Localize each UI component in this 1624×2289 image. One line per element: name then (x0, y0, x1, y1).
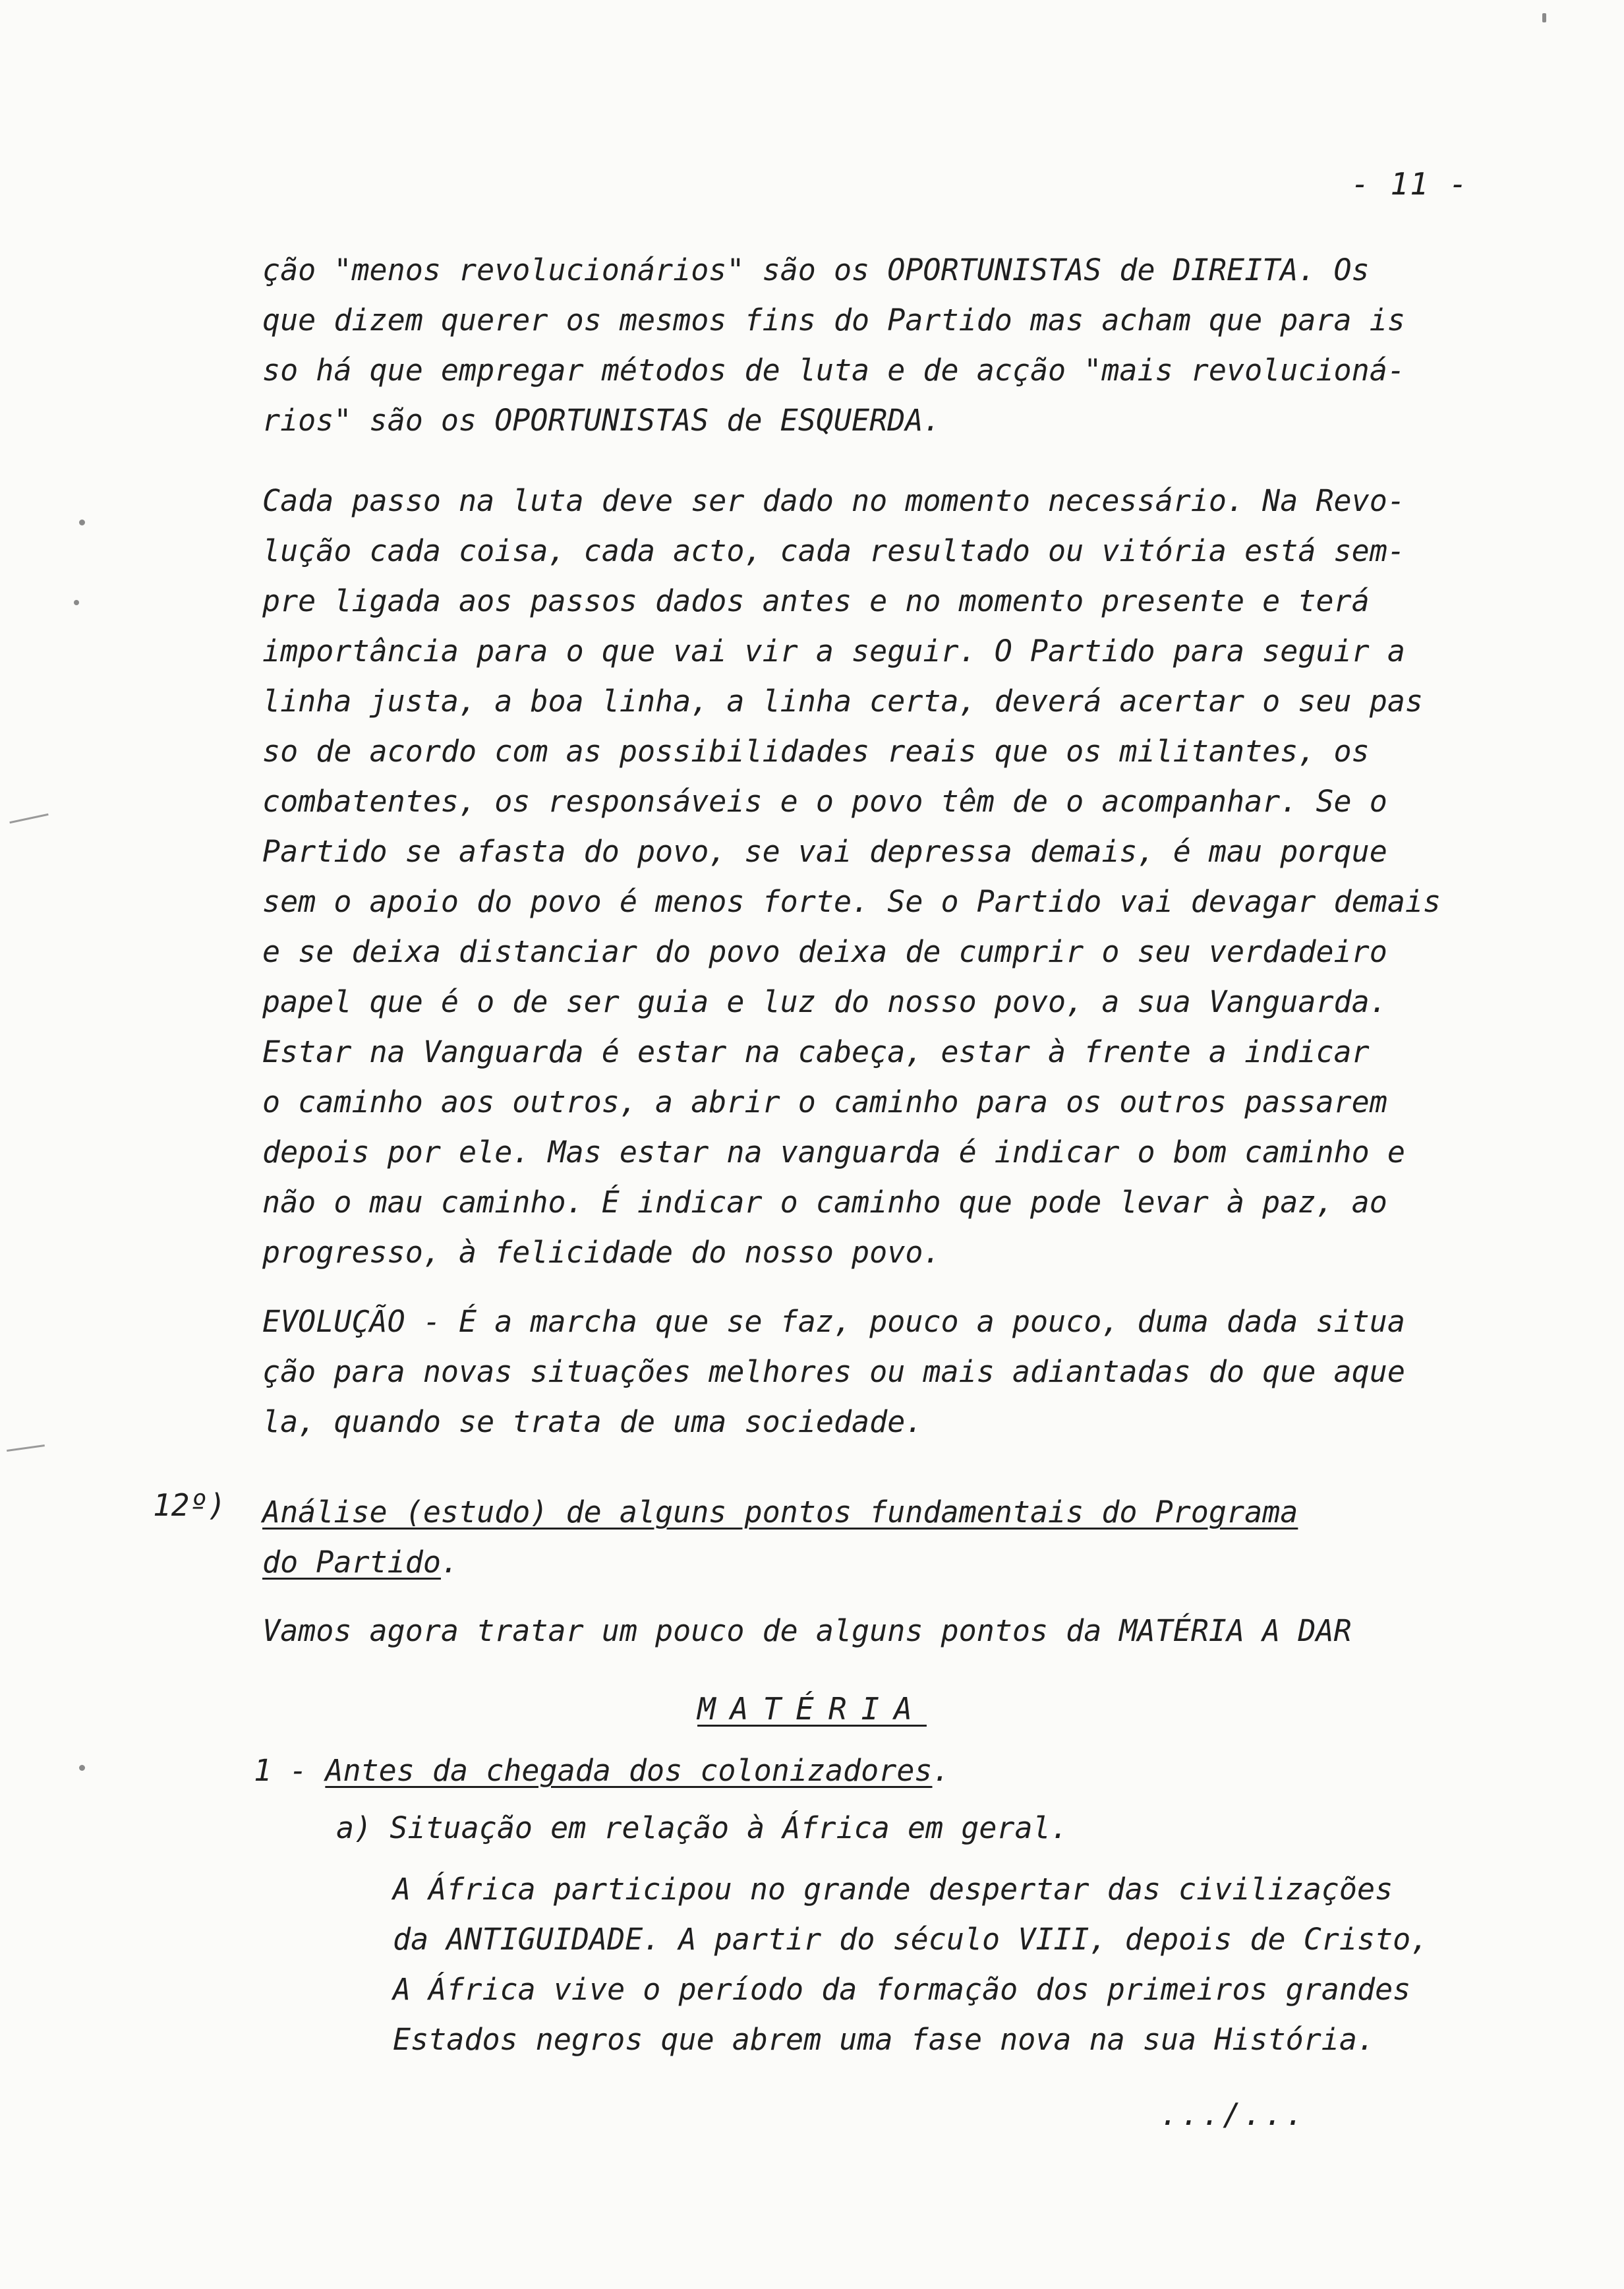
section-title-period: . (440, 1545, 459, 1580)
text-line: EVOLUÇÃO - É a marcha que se faz, pouco a pouco, duma dada situa (262, 1304, 1405, 1339)
section-heading (262, 1487, 1574, 1588)
text-line: ção "menos revolucionários" são os OPORTUNISTAS de DIREITA. Os (262, 253, 1370, 287)
text-line: sem o apoio do povo é menos forte. Se o Partido vai devagar demais (262, 884, 1441, 919)
paragraph-africa-antiquity (393, 1864, 1624, 2065)
text-line: da ANTIGUIDADE. A partir do século VIII, depois de Cristo, (393, 1922, 1429, 1957)
text-line: so de acordo com as possibilidades reais que os militantes, os (262, 734, 1370, 769)
scan-speck (79, 1765, 85, 1771)
text-line: combatentes, os responsáveis e o povo têm de o acompanhar. Se o (262, 784, 1387, 819)
text-line: não o mau caminho. É indicar o caminho que pode levar à paz, ao (262, 1185, 1387, 1220)
text-line: Vamos agora tratar um pouco de alguns pontos da MATÉRIA A DAR (262, 1613, 1352, 1648)
text-line: a) Situação em relação à África em geral. (336, 1810, 1068, 1845)
text-line: lução cada coisa, cada acto, cada resultado ou vitória está sem- (262, 533, 1405, 568)
text-line: ção para novas situações melhores ou mais adiantadas do que aque (262, 1354, 1405, 1389)
text-line: so há que empregar métodos de luta e de acção "mais revolucioná- (262, 353, 1405, 388)
page-number: - 11 - (1351, 166, 1469, 202)
text-line: Estar na Vanguarda é estar na cabeça, estar à frente a indicar (262, 1034, 1370, 1069)
item-title-period: . (932, 1753, 950, 1788)
text-line: linha justa, a boa linha, a linha certa, deverá acertar o seu pas (262, 684, 1423, 719)
scan-speck (74, 600, 79, 605)
text-line: o caminho aos outros, a abrir o caminho para os outros passarem (262, 1085, 1387, 1119)
text-line: depois por ele. Mas estar na vanguarda é indicar o bom caminho e (262, 1135, 1405, 1170)
subitem-a (336, 1803, 1624, 1853)
scan-speck (79, 520, 85, 525)
text-line: Estados negros que abrem uma fase nova na sua História. (393, 2022, 1376, 2057)
paragraph-revolution-steps (262, 476, 1574, 1278)
item-1-heading (254, 1746, 1565, 1796)
section-intro (262, 1606, 1574, 1656)
materia-heading-text: MATÉRIA (697, 1691, 927, 1727)
section-title-text: Análise (estudo) de alguns pontos fundamentais do Programa (262, 1495, 1298, 1530)
text-line: progresso, à felicidade do nosso povo. (262, 1235, 941, 1270)
margin-stroke (7, 1444, 45, 1452)
text-line: e se deixa distanciar do povo deixa de cumprir o seu verdadeiro (262, 934, 1387, 969)
text-line: importância para o que vai vir a seguir. O Partido para seguir a (262, 634, 1405, 669)
text-line: papel que é o de ser guia e luz do nosso povo, a sua Vanguarda. (262, 984, 1387, 1019)
paragraph-evolution-definition (262, 1297, 1574, 1447)
section-title-text: do Partido (262, 1545, 441, 1580)
paragraph-opportunists (262, 245, 1574, 446)
item-line (254, 1746, 1565, 1796)
margin-stroke (9, 814, 48, 823)
item-title: Antes da chegada dos colonizadores (325, 1753, 933, 1788)
text-line: A África vive o período da formação dos primeiros grandes (393, 1972, 1411, 2007)
materia-heading (0, 1691, 1624, 1727)
scan-speck (1542, 13, 1546, 22)
text-line: Cada passo na luta deve ser dado no momento necessário. Na Revo- (262, 483, 1405, 518)
section-number: 12º) (153, 1487, 226, 1523)
text-line: pre ligada aos passos dados antes e no momento presente e terá (262, 583, 1370, 618)
text-line: Partido se afasta do povo, se vai depressa demais, é mau porque (262, 834, 1387, 869)
continuation-mark: .../... (1160, 2096, 1306, 2132)
item-number: 1 - (254, 1753, 308, 1788)
text-line: A África participou no grande despertar das civilizações (393, 1872, 1393, 1907)
text-line: que dizem querer os mesmos fins do Partido mas acham que para is (262, 303, 1405, 338)
text-line: la, quando se trata de uma sociedade. (262, 1404, 923, 1439)
section-title-line (262, 1487, 1574, 1537)
text-line: rios" são os OPORTUNISTAS de ESQUERDA. (262, 403, 941, 438)
section-title-line (262, 1537, 1574, 1588)
